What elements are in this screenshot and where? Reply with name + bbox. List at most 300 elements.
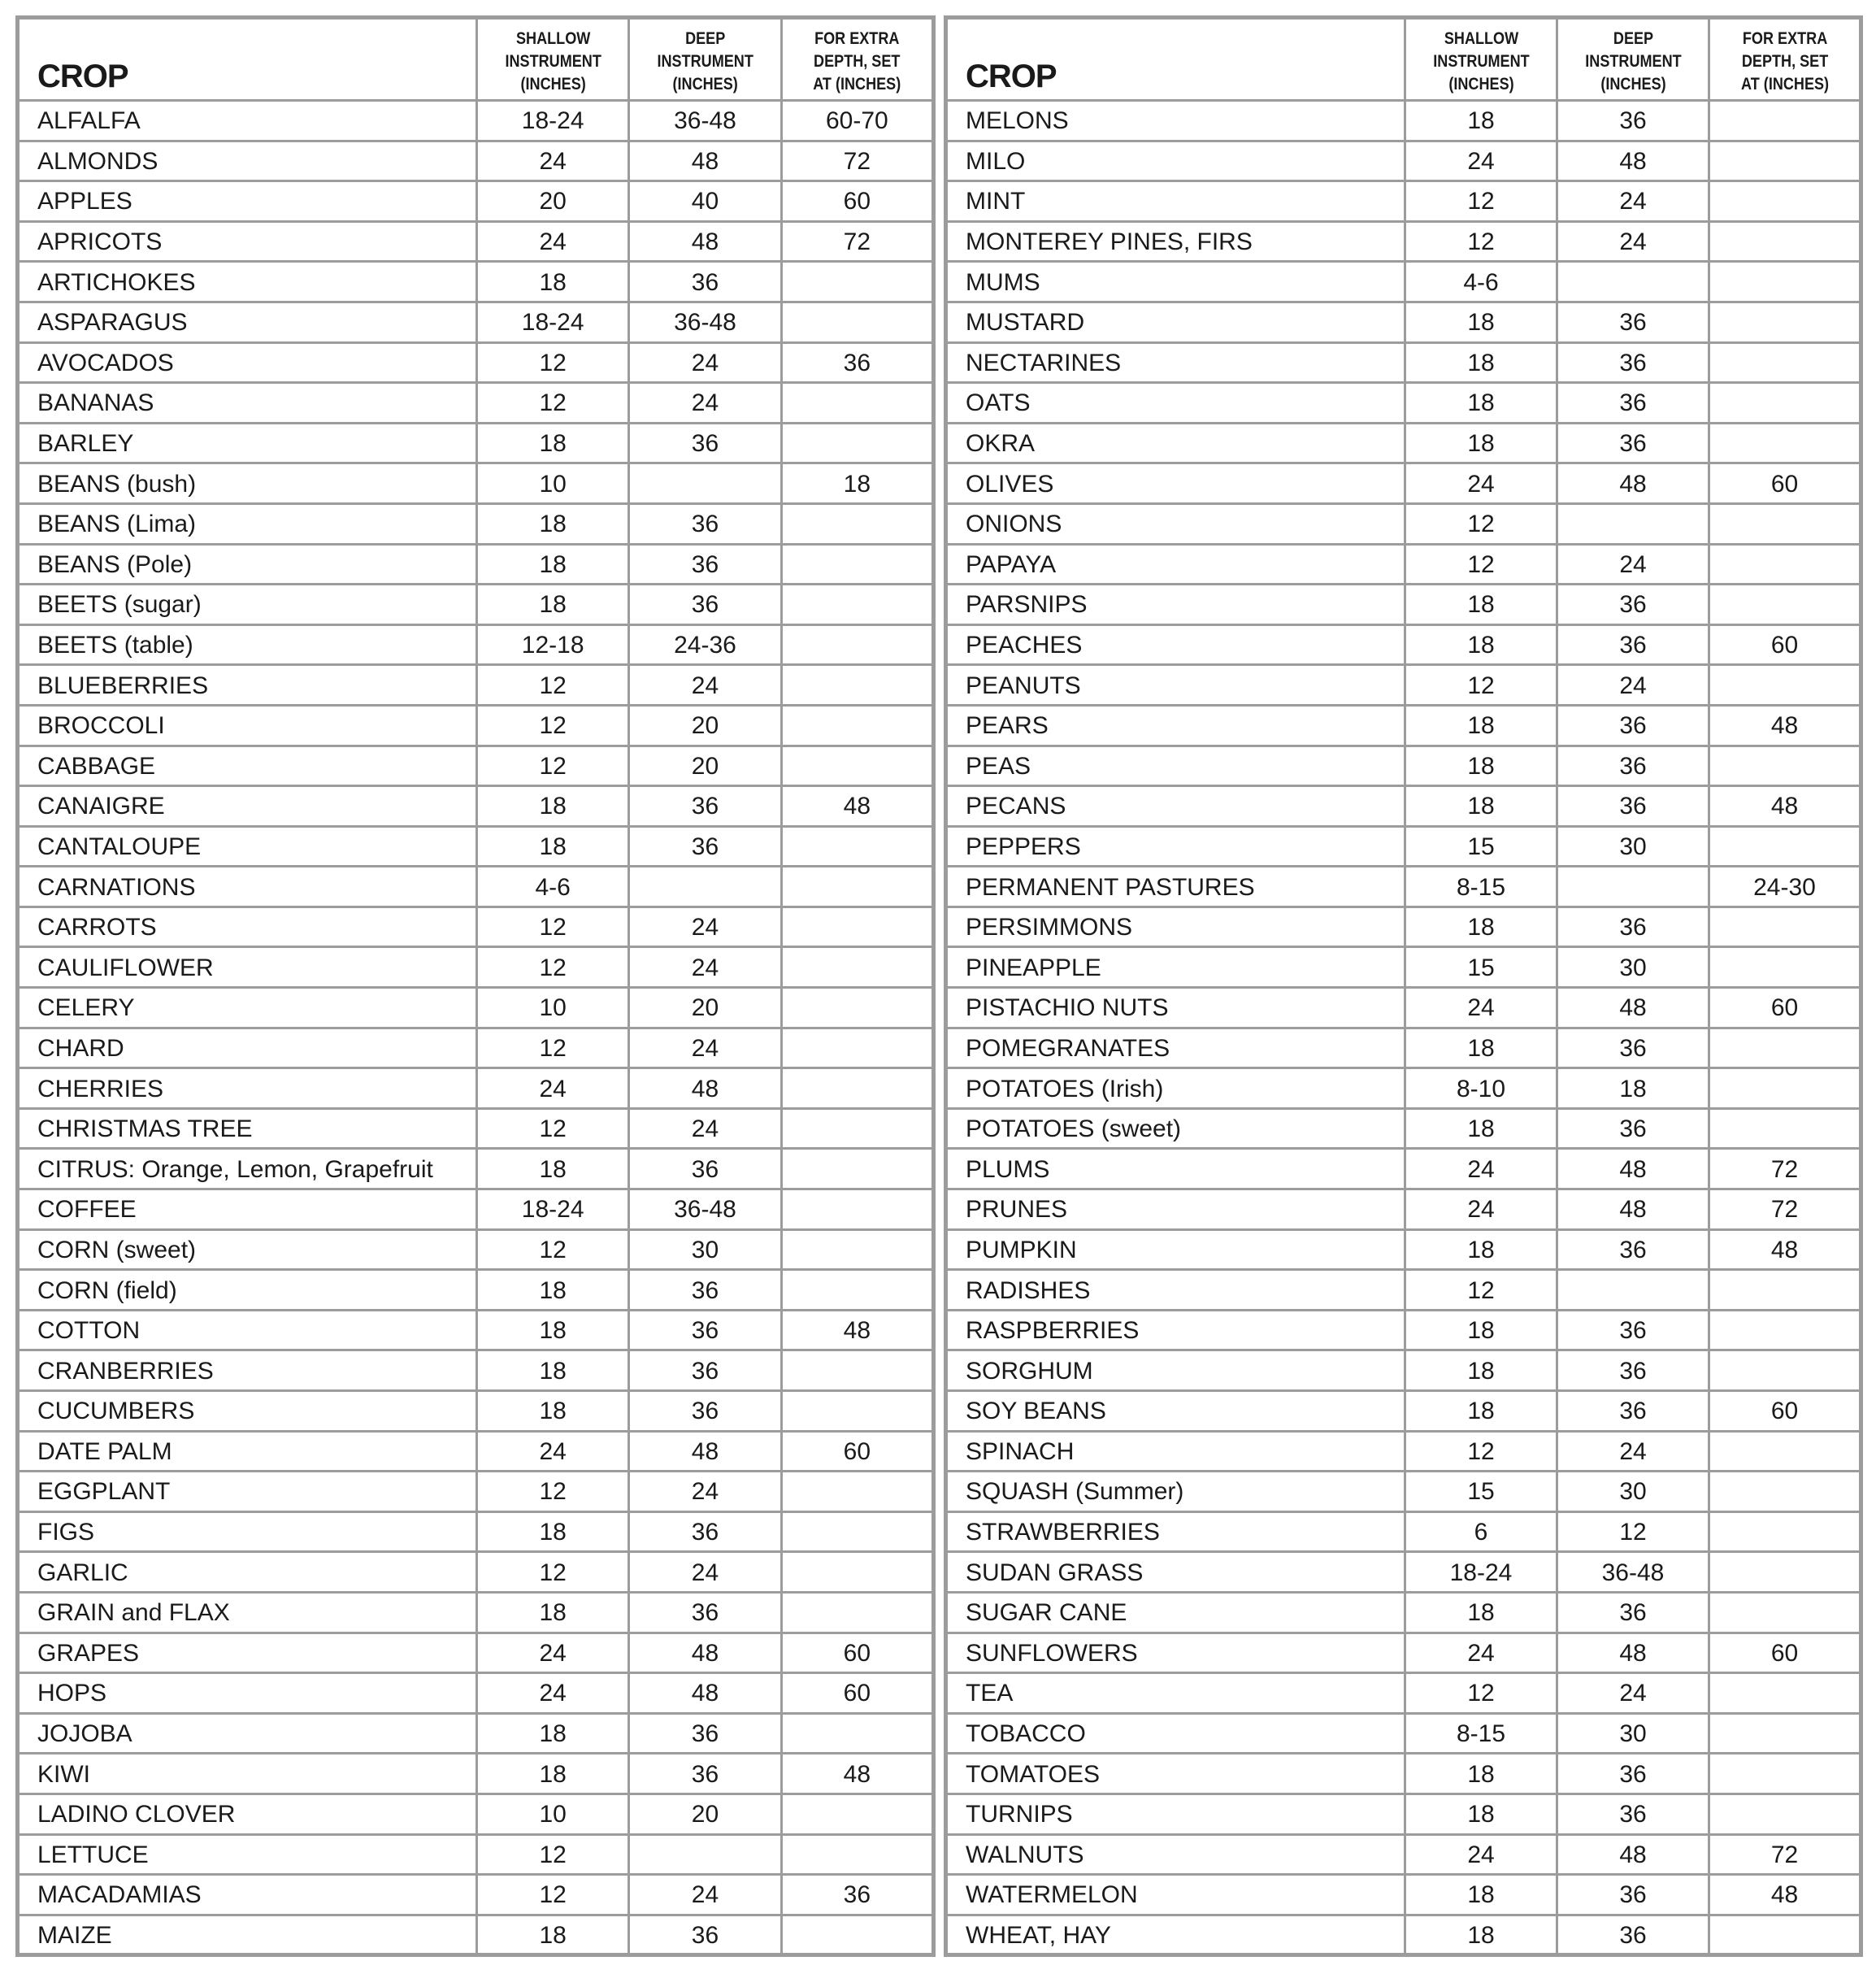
extra-depth-cell (781, 1472, 933, 1512)
crop-name-cell: ALMONDS (18, 141, 477, 181)
crop-name-cell: CANTALOUPE (18, 826, 477, 867)
extra-depth-cell (781, 1915, 933, 1955)
deep-depth-cell: 36 (629, 423, 781, 463)
crop-name-cell: PINEAPPLE (946, 947, 1405, 988)
extra-depth-cell: 36 (781, 1875, 933, 1915)
table-row (18, 1229, 934, 1270)
extra-depth-cell (781, 1511, 933, 1552)
deep-depth-cell (1557, 1270, 1709, 1311)
table-row (946, 1431, 1861, 1472)
shallow-depth-cell: 18-24 (477, 101, 629, 141)
crop-name-cell: MAIZE (18, 1915, 477, 1955)
shallow-depth-cell: 18 (1405, 1592, 1557, 1633)
shallow-depth-cell: 12-18 (477, 624, 629, 665)
deep-depth-cell: 20 (629, 988, 781, 1028)
crop-depth-table-right (944, 15, 1863, 1957)
extra-depth-cell (781, 705, 933, 746)
shallow-depth-cell: 24 (1405, 1633, 1557, 1673)
extra-depth-cell (781, 988, 933, 1028)
deep-depth-cell: 36 (1557, 624, 1709, 665)
shallow-depth-cell: 24 (1405, 1834, 1557, 1875)
shallow-depth-cell: 18 (1405, 1229, 1557, 1270)
deep-depth-cell (629, 463, 781, 504)
crop-name-cell: LADINO CLOVER (18, 1794, 477, 1834)
header-deep-instrument: DEEP INSTRUMENT (INCHES) (640, 18, 771, 101)
deep-depth-cell: 48 (1557, 141, 1709, 181)
crop-name-cell: FIGS (18, 1511, 477, 1552)
crop-name-cell: NECTARINES (946, 342, 1405, 383)
deep-depth-cell: 24 (1557, 181, 1709, 222)
shallow-depth-cell: 24 (1405, 463, 1557, 504)
deep-depth-cell: 48 (629, 141, 781, 181)
extra-depth-cell (1709, 1915, 1861, 1955)
crop-name-cell: RASPBERRIES (946, 1310, 1405, 1350)
crop-name-cell: SUDAN GRASS (946, 1552, 1405, 1593)
deep-depth-cell: 36 (629, 1149, 781, 1189)
extra-depth-cell (1709, 342, 1861, 383)
shallow-depth-cell: 18-24 (477, 1189, 629, 1230)
deep-depth-cell: 36 (629, 262, 781, 302)
deep-depth-cell: 48 (629, 1633, 781, 1673)
table-row (946, 786, 1861, 827)
table-row (18, 1834, 934, 1875)
deep-depth-cell: 36 (629, 1350, 781, 1391)
shallow-depth-cell: 18 (477, 1754, 629, 1794)
table-row (18, 907, 934, 947)
extra-depth-cell: 48 (1709, 705, 1861, 746)
extra-depth-cell (1709, 1754, 1861, 1794)
table-row (18, 705, 934, 746)
table-row (18, 867, 934, 907)
shallow-depth-cell: 20 (477, 181, 629, 222)
header-extra-depth: FOR EXTRA DEPTH, SET AT (INCHES) (1720, 18, 1851, 101)
extra-depth-cell (781, 826, 933, 867)
table-row (18, 988, 934, 1028)
shallow-depth-cell: 24 (477, 221, 629, 262)
deep-depth-cell: 24 (1557, 544, 1709, 585)
extra-depth-cell: 60 (781, 1673, 933, 1714)
deep-depth-cell: 36 (1557, 705, 1709, 746)
extra-depth-cell (781, 746, 933, 786)
table-row (946, 1350, 1861, 1391)
crop-name-cell: PRUNES (946, 1189, 1405, 1230)
crop-name-cell: PLUMS (946, 1149, 1405, 1189)
crop-name-cell: CRANBERRIES (18, 1350, 477, 1391)
table-row (18, 1310, 934, 1350)
shallow-depth-cell: 12 (477, 907, 629, 947)
table-row (946, 1108, 1861, 1149)
crop-name-cell: PECANS (946, 786, 1405, 827)
shallow-depth-cell: 18 (1405, 1108, 1557, 1149)
extra-depth-cell: 60 (1709, 463, 1861, 504)
shallow-depth-cell: 15 (1405, 947, 1557, 988)
shallow-depth-cell: 24 (477, 1068, 629, 1109)
table-row (946, 1713, 1861, 1754)
crop-name-cell: MACADAMIAS (18, 1875, 477, 1915)
extra-depth-cell (781, 1794, 933, 1834)
crop-name-cell: POMEGRANATES (946, 1028, 1405, 1068)
deep-depth-cell: 30 (629, 1229, 781, 1270)
extra-depth-cell (781, 262, 933, 302)
crop-name-cell: MUSTARD (946, 302, 1405, 342)
deep-depth-cell: 36 (629, 1592, 781, 1633)
extra-depth-cell (1709, 1794, 1861, 1834)
crop-name-cell: BEANS (Pole) (18, 544, 477, 585)
deep-depth-cell: 48 (629, 1068, 781, 1109)
extra-depth-cell (1709, 1431, 1861, 1472)
shallow-depth-cell: 12 (1405, 544, 1557, 585)
shallow-depth-cell: 18 (477, 544, 629, 585)
extra-depth-cell (1709, 423, 1861, 463)
crop-name-cell: GRAPES (18, 1633, 477, 1673)
deep-depth-cell: 36 (629, 1713, 781, 1754)
shallow-depth-cell: 6 (1405, 1511, 1557, 1552)
deep-depth-cell: 36 (1557, 302, 1709, 342)
extra-depth-cell (1709, 1028, 1861, 1068)
shallow-depth-cell: 18 (477, 585, 629, 625)
table-row (946, 1149, 1861, 1189)
table-row (18, 503, 934, 544)
extra-depth-cell: 72 (1709, 1834, 1861, 1875)
shallow-depth-cell: 18 (1405, 1794, 1557, 1834)
deep-depth-cell: 36 (629, 1511, 781, 1552)
table-row (18, 1915, 934, 1955)
shallow-depth-cell: 18 (1405, 705, 1557, 746)
table-row (946, 705, 1861, 746)
table-row (18, 1875, 934, 1915)
extra-depth-cell: 72 (781, 221, 933, 262)
table-row (18, 1552, 934, 1593)
table-row (946, 302, 1861, 342)
extra-depth-cell: 48 (1709, 1229, 1861, 1270)
shallow-depth-cell: 18 (1405, 1915, 1557, 1955)
deep-depth-cell: 20 (629, 705, 781, 746)
crop-name-cell: PEAS (946, 746, 1405, 786)
deep-depth-cell: 40 (629, 181, 781, 222)
shallow-depth-cell: 12 (477, 1108, 629, 1149)
extra-depth-cell (781, 503, 933, 544)
shallow-depth-cell: 10 (477, 1794, 629, 1834)
deep-depth-cell: 36 (1557, 1350, 1709, 1391)
crop-name-cell: RADISHES (946, 1270, 1405, 1311)
crop-name-cell: SOY BEANS (946, 1391, 1405, 1432)
shallow-depth-cell: 18 (1405, 624, 1557, 665)
deep-depth-cell: 36 (1557, 907, 1709, 947)
extra-depth-cell (1709, 1108, 1861, 1149)
shallow-depth-cell: 18 (1405, 423, 1557, 463)
extra-depth-cell: 48 (781, 786, 933, 827)
shallow-depth-cell: 12 (477, 342, 629, 383)
table-row (18, 1633, 934, 1673)
deep-depth-cell: 48 (629, 1673, 781, 1714)
crop-name-cell: SUNFLOWERS (946, 1633, 1405, 1673)
table-row (946, 1915, 1861, 1955)
crop-name-cell: DATE PALM (18, 1431, 477, 1472)
extra-depth-cell: 72 (1709, 1149, 1861, 1189)
table-row (18, 302, 934, 342)
shallow-depth-cell: 18 (477, 423, 629, 463)
extra-depth-cell (1709, 101, 1861, 141)
table-row (18, 585, 934, 625)
crop-name-cell: MILO (946, 141, 1405, 181)
extra-depth-cell: 60 (781, 1633, 933, 1673)
crop-name-cell: PUMPKIN (946, 1229, 1405, 1270)
crop-name-cell: TEA (946, 1673, 1405, 1714)
extra-depth-cell (1709, 141, 1861, 181)
extra-depth-cell (781, 1270, 933, 1311)
crop-name-cell: ALFALFA (18, 101, 477, 141)
shallow-depth-cell: 18 (1405, 746, 1557, 786)
shallow-depth-cell: 18 (1405, 1310, 1557, 1350)
shallow-depth-cell: 8-15 (1405, 867, 1557, 907)
deep-depth-cell: 36 (1557, 423, 1709, 463)
shallow-depth-cell: 10 (477, 463, 629, 504)
header-deep-instrument: DEEP INSTRUMENT (INCHES) (1568, 18, 1699, 101)
deep-depth-cell: 36-48 (1557, 1552, 1709, 1593)
table-row (946, 947, 1861, 988)
table-row (18, 1794, 934, 1834)
extra-depth-cell (781, 1713, 933, 1754)
deep-depth-cell: 36 (1557, 746, 1709, 786)
shallow-depth-cell: 10 (477, 988, 629, 1028)
table-row (18, 1270, 934, 1311)
crop-name-cell: MONTEREY PINES, FIRS (946, 221, 1405, 262)
table-row (18, 1028, 934, 1068)
extra-depth-cell: 18 (781, 463, 933, 504)
deep-depth-cell: 30 (1557, 947, 1709, 988)
shallow-depth-cell: 12 (1405, 1673, 1557, 1714)
extra-depth-cell (1709, 826, 1861, 867)
table-row (18, 383, 934, 424)
deep-depth-cell: 24-36 (629, 624, 781, 665)
shallow-depth-cell: 12 (477, 1472, 629, 1512)
table-row (946, 1189, 1861, 1230)
shallow-depth-cell: 12 (1405, 503, 1557, 544)
table-row (18, 786, 934, 827)
deep-depth-cell (629, 1834, 781, 1875)
deep-depth-cell: 36 (629, 786, 781, 827)
crop-name-cell: CELERY (18, 988, 477, 1028)
extra-depth-cell (1709, 1713, 1861, 1754)
deep-depth-cell: 48 (1557, 1834, 1709, 1875)
deep-depth-cell: 24 (629, 1028, 781, 1068)
extra-depth-cell (781, 302, 933, 342)
crop-name-cell: CORN (sweet) (18, 1229, 477, 1270)
crop-name-cell: MUMS (946, 262, 1405, 302)
table-row (946, 1633, 1861, 1673)
shallow-depth-cell: 18 (1405, 1350, 1557, 1391)
shallow-depth-cell: 18 (1405, 1028, 1557, 1068)
extra-depth-cell (1709, 1350, 1861, 1391)
crop-name-cell: POTATOES (Irish) (946, 1068, 1405, 1109)
deep-depth-cell: 48 (1557, 988, 1709, 1028)
table-header-row (946, 18, 1861, 101)
table-row (18, 463, 934, 504)
extra-depth-cell (781, 1391, 933, 1432)
crop-name-cell: PEPPERS (946, 826, 1405, 867)
crop-name-cell: PEACHES (946, 624, 1405, 665)
crop-name-cell: COTTON (18, 1310, 477, 1350)
crop-name-cell: CUCUMBERS (18, 1391, 477, 1432)
extra-depth-cell: 60 (1709, 624, 1861, 665)
extra-depth-cell (1709, 1068, 1861, 1109)
crop-name-cell: HOPS (18, 1673, 477, 1714)
crop-name-cell: WATERMELON (946, 1875, 1405, 1915)
deep-depth-cell: 36 (1557, 1310, 1709, 1350)
header-extra-depth: FOR EXTRA DEPTH, SET AT (INCHES) (792, 18, 923, 101)
shallow-depth-cell: 18 (1405, 342, 1557, 383)
extra-depth-cell: 48 (1709, 786, 1861, 827)
crop-name-cell: ARTICHOKES (18, 262, 477, 302)
deep-depth-cell: 12 (1557, 1511, 1709, 1552)
table-row (18, 1431, 934, 1472)
extra-depth-cell (1709, 947, 1861, 988)
header-crop: CROP (18, 18, 477, 101)
shallow-depth-cell: 12 (477, 746, 629, 786)
crop-name-cell: APRICOTS (18, 221, 477, 262)
table-body-left (18, 101, 934, 1955)
crop-name-cell: MINT (946, 181, 1405, 222)
shallow-depth-cell: 18 (1405, 585, 1557, 625)
extra-depth-cell (781, 1229, 933, 1270)
deep-depth-cell: 48 (629, 221, 781, 262)
extra-depth-cell (1709, 585, 1861, 625)
header-shallow-instrument: SHALLOW INSTRUMENT (INCHES) (488, 18, 619, 101)
deep-depth-cell (1557, 503, 1709, 544)
table-row (18, 1350, 934, 1391)
shallow-depth-cell: 18 (477, 1391, 629, 1432)
deep-depth-cell: 30 (1557, 1472, 1709, 1512)
table-row (18, 1592, 934, 1633)
deep-depth-cell: 48 (1557, 1633, 1709, 1673)
deep-depth-cell: 36 (1557, 1875, 1709, 1915)
shallow-depth-cell: 24 (477, 1431, 629, 1472)
crop-name-cell: BLUEBERRIES (18, 665, 477, 706)
extra-depth-cell (781, 907, 933, 947)
deep-depth-cell: 36 (1557, 1108, 1709, 1149)
shallow-depth-cell: 18 (477, 1310, 629, 1350)
crop-name-cell: EGGPLANT (18, 1472, 477, 1512)
table-row (946, 1310, 1861, 1350)
shallow-depth-cell: 12 (477, 383, 629, 424)
extra-depth-cell: 48 (1709, 1875, 1861, 1915)
table-row (18, 1149, 934, 1189)
table-row (18, 262, 934, 302)
crop-name-cell: JOJOBA (18, 1713, 477, 1754)
deep-depth-cell: 48 (1557, 463, 1709, 504)
table-row (18, 826, 934, 867)
crop-name-cell: PEARS (946, 705, 1405, 746)
shallow-depth-cell: 18 (477, 1915, 629, 1955)
table-row (946, 1229, 1861, 1270)
table-row (18, 423, 934, 463)
crop-name-cell: TOBACCO (946, 1713, 1405, 1754)
shallow-depth-cell: 24 (1405, 1149, 1557, 1189)
table-row (946, 1794, 1861, 1834)
table-row (946, 503, 1861, 544)
crop-name-cell: OATS (946, 383, 1405, 424)
shallow-depth-cell: 24 (1405, 988, 1557, 1028)
table-row (946, 221, 1861, 262)
deep-depth-cell: 36 (1557, 383, 1709, 424)
table-row (18, 1108, 934, 1149)
deep-depth-cell: 24 (629, 665, 781, 706)
extra-depth-cell (781, 1834, 933, 1875)
table-row (18, 181, 934, 222)
crop-name-cell: KIWI (18, 1754, 477, 1794)
table-row (18, 141, 934, 181)
extra-depth-cell (1709, 221, 1861, 262)
extra-depth-cell (781, 585, 933, 625)
crop-name-cell: ASPARAGUS (18, 302, 477, 342)
deep-depth-cell: 36-48 (629, 302, 781, 342)
extra-depth-cell (1709, 302, 1861, 342)
extra-depth-cell (781, 1189, 933, 1230)
crop-name-cell: WALNUTS (946, 1834, 1405, 1875)
crop-name-cell: CHARD (18, 1028, 477, 1068)
crop-name-cell: GARLIC (18, 1552, 477, 1593)
shallow-depth-cell: 18 (477, 1149, 629, 1189)
table-row (946, 665, 1861, 706)
extra-depth-cell (781, 1149, 933, 1189)
crop-name-cell: PERMANENT PASTURES (946, 867, 1405, 907)
table-row (946, 181, 1861, 222)
deep-depth-cell: 36 (1557, 1229, 1709, 1270)
crop-name-cell: CITRUS: Orange, Lemon, Grapefruit (18, 1149, 477, 1189)
table-row (946, 342, 1861, 383)
deep-depth-cell: 36 (1557, 101, 1709, 141)
deep-depth-cell: 36 (1557, 786, 1709, 827)
crop-name-cell: BEETS (table) (18, 624, 477, 665)
extra-depth-cell: 60-70 (781, 101, 933, 141)
extra-depth-cell (781, 1350, 933, 1391)
shallow-depth-cell: 24 (477, 1673, 629, 1714)
crop-name-cell: TOMATOES (946, 1754, 1405, 1794)
shallow-depth-cell: 18 (1405, 786, 1557, 827)
extra-depth-cell: 60 (1709, 1391, 1861, 1432)
extra-depth-cell: 48 (781, 1754, 933, 1794)
shallow-depth-cell: 18 (477, 503, 629, 544)
deep-depth-cell: 24 (629, 1472, 781, 1512)
shallow-depth-cell: 12 (477, 1875, 629, 1915)
deep-depth-cell: 48 (629, 1431, 781, 1472)
deep-depth-cell: 30 (1557, 826, 1709, 867)
extra-depth-cell (1709, 1552, 1861, 1593)
deep-depth-cell: 36 (1557, 1391, 1709, 1432)
shallow-depth-cell: 12 (1405, 665, 1557, 706)
crop-name-cell: CARNATIONS (18, 867, 477, 907)
extra-depth-cell: 60 (1709, 1633, 1861, 1673)
extra-depth-cell (781, 624, 933, 665)
shallow-depth-cell: 18 (1405, 101, 1557, 141)
deep-depth-cell: 24 (629, 907, 781, 947)
table-row (946, 1592, 1861, 1633)
deep-depth-cell: 36-48 (629, 101, 781, 141)
crop-name-cell: MELONS (946, 101, 1405, 141)
crop-name-cell: ONIONS (946, 503, 1405, 544)
table-header-row (18, 18, 934, 101)
shallow-depth-cell: 18 (477, 1592, 629, 1633)
crop-name-cell: TURNIPS (946, 1794, 1405, 1834)
table-row (946, 585, 1861, 625)
deep-depth-cell (629, 867, 781, 907)
deep-depth-cell: 36 (629, 585, 781, 625)
shallow-depth-cell: 12 (477, 1552, 629, 1593)
table-row (946, 1754, 1861, 1794)
extra-depth-cell: 60 (781, 1431, 933, 1472)
crop-name-cell: BEANS (bush) (18, 463, 477, 504)
deep-depth-cell: 20 (629, 746, 781, 786)
